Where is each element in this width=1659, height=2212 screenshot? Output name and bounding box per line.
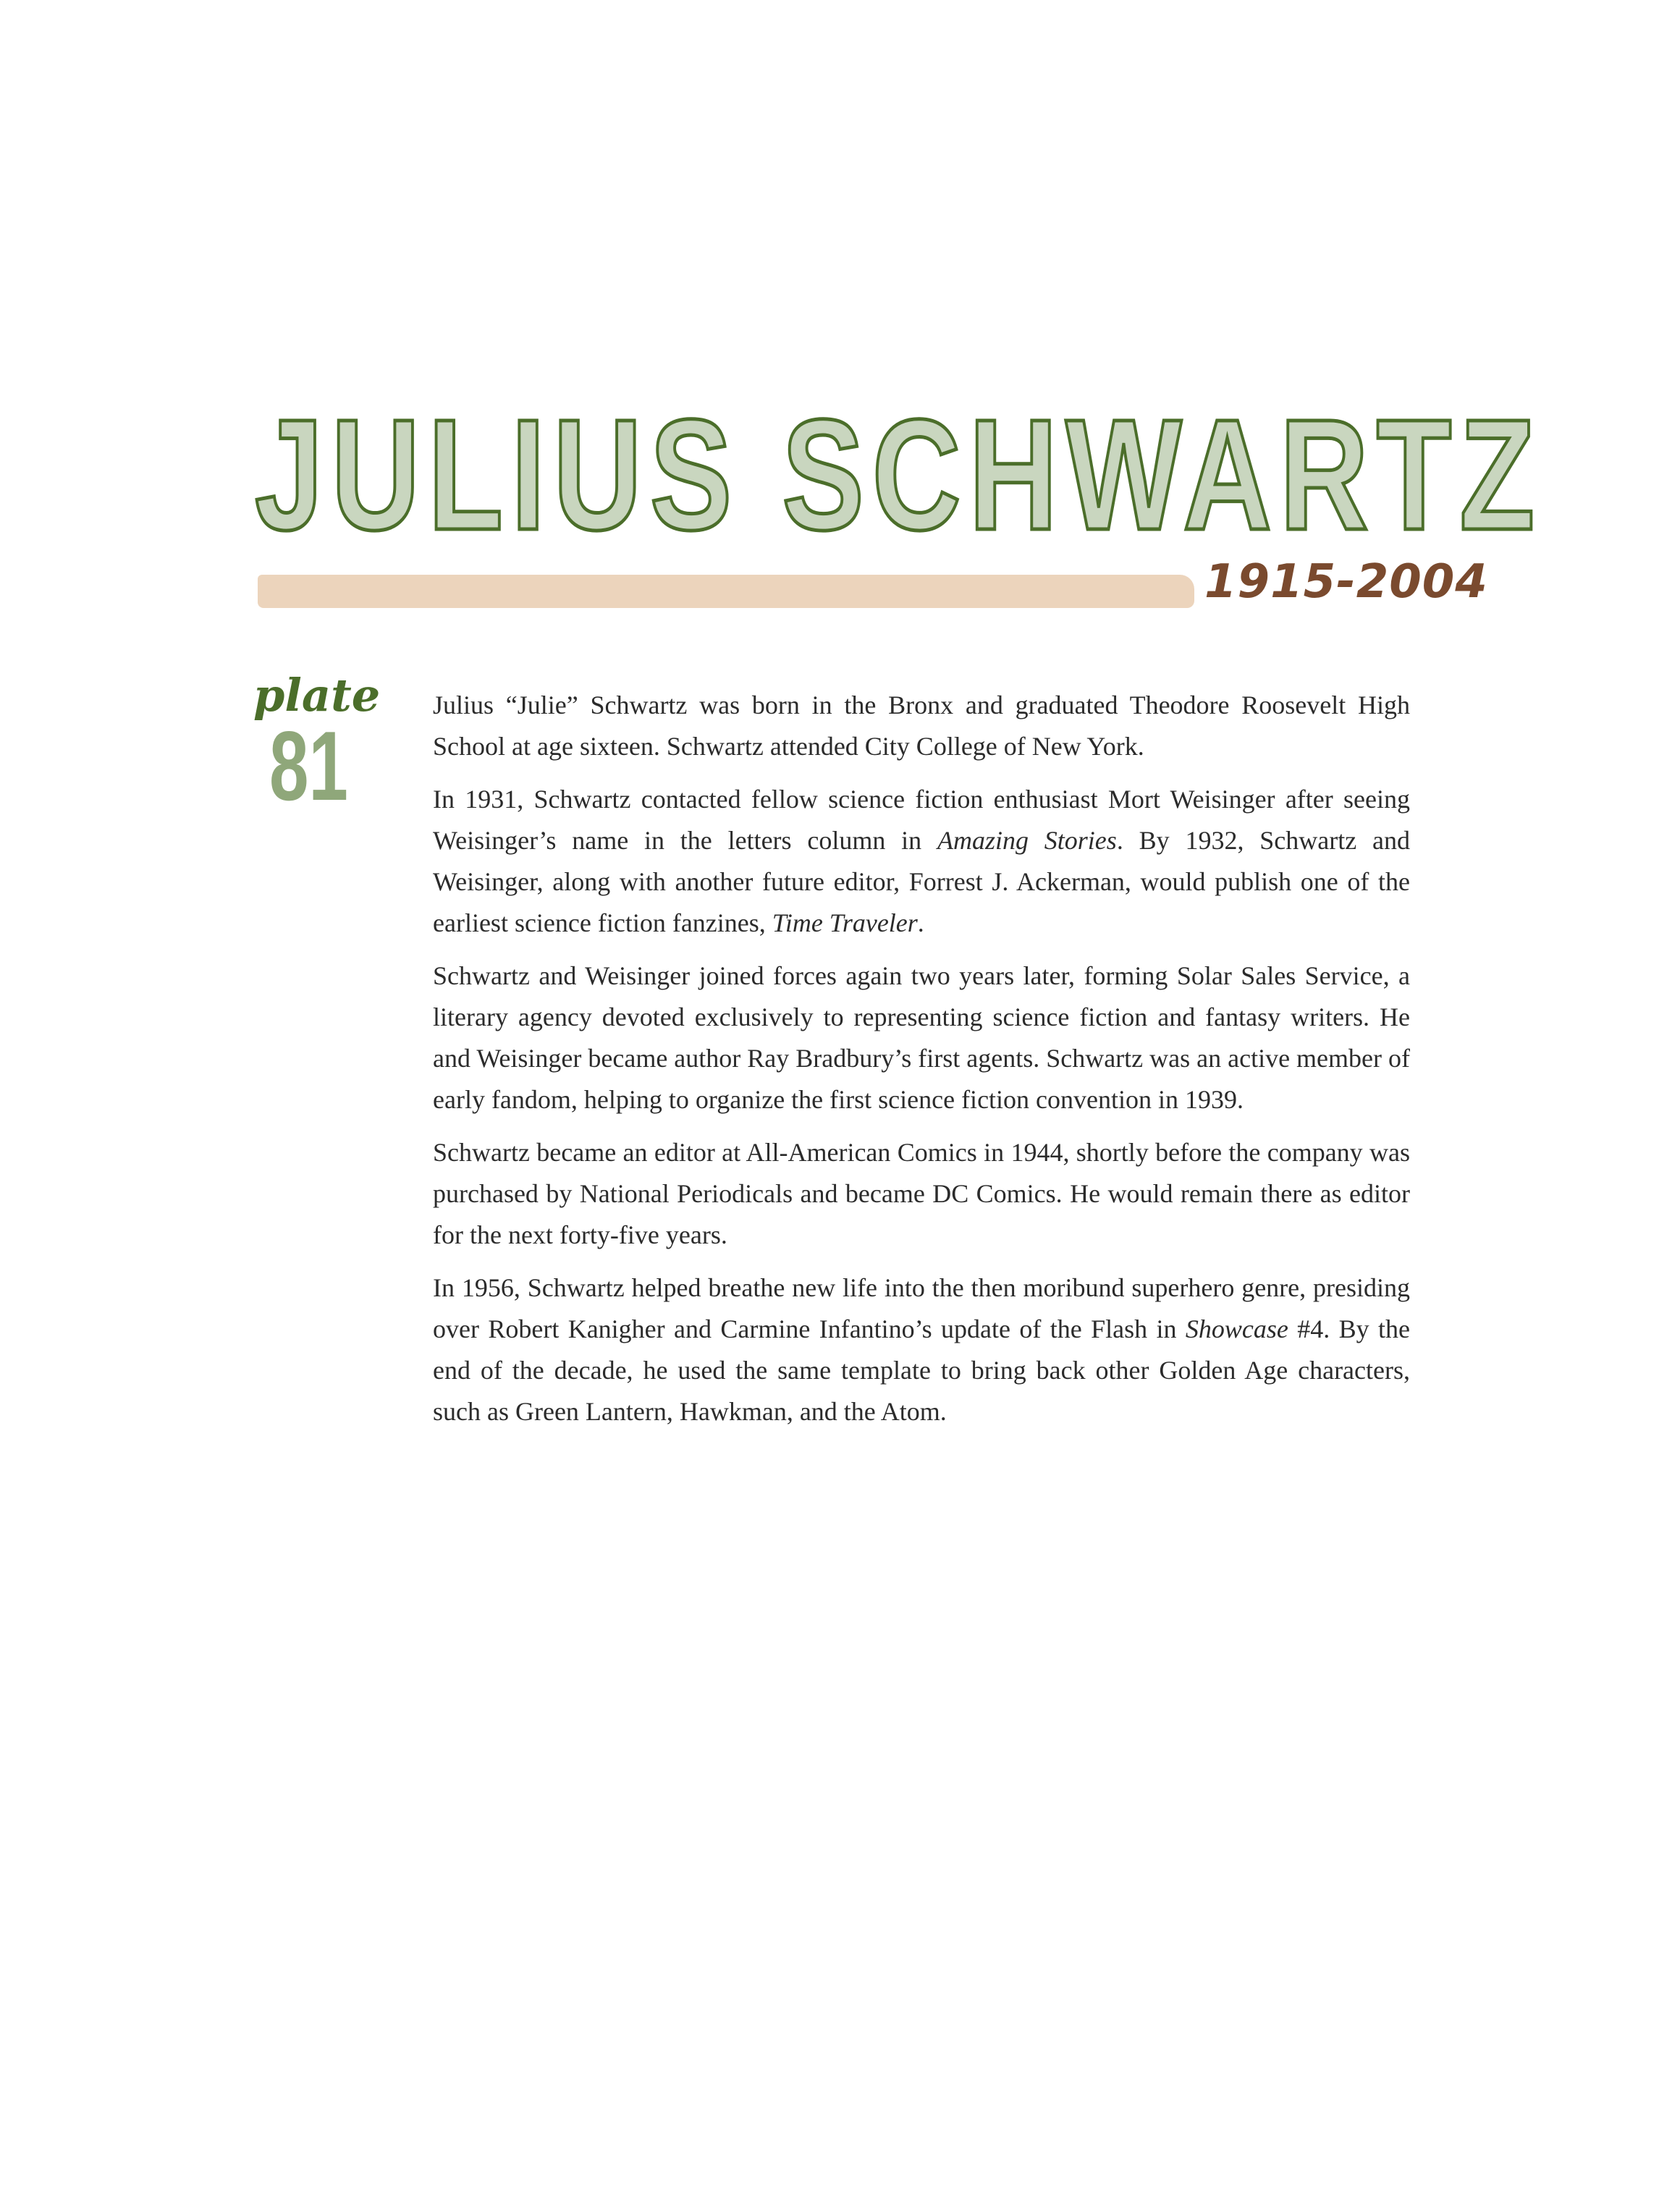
italic-title-text: Amazing Stories	[937, 826, 1117, 855]
plate-number: 81	[269, 711, 348, 821]
paragraph-text: In 1931, Schwartz contacted fellow science fiction enthusiast Mort Weisinger after seeing Weisinger’s name in the letters column in	[433, 785, 1410, 855]
italic-title-text: Time Traveler	[772, 908, 918, 937]
paragraph-text: .	[917, 908, 924, 937]
paragraph	[433, 685, 1410, 767]
paragraph-text: . By 1932, Schwartz and Weisinger, along with another future editor, Forrest J. Ackerman, would publish one of the earliest science fiction fanzines,	[433, 826, 1410, 937]
paragraph	[433, 1132, 1410, 1256]
title-underline-bar	[258, 575, 1194, 608]
paragraph-text: In 1956, Schwartz helped breathe new life into the then moribund superhero genre, presiding over Robert Kanigher and Carmine Infantino’s update of the Flash in	[433, 1273, 1410, 1343]
paragraph	[433, 1267, 1410, 1432]
paragraph-text: Julius “Julie” Schwartz was born in the Bronx and graduated Theodore Roosevelt High School at age sixteen. Schwartz attended City College of New York.	[433, 691, 1410, 761]
paragraph-text: Schwartz and Weisinger joined forces again two years later, forming Solar Sales Service, a literary agency devoted exclusively to representing science fiction and fantasy writers. He and Weisinger became author Ray Bradbury’s first agents. Schwartz was an active member of early fandom, helping to organize the first science fiction convention in 1939.	[433, 961, 1410, 1114]
italic-title-text: Showcase	[1185, 1314, 1288, 1343]
page-title: JULIUS SCHWARTZ	[255, 387, 1543, 563]
life-dates: 1915-2004	[1204, 555, 1488, 609]
paragraph	[433, 955, 1410, 1120]
paragraph	[433, 779, 1410, 944]
paragraph-text: Schwartz became an editor at All-American Comics in 1944, shortly before the company was purchased by National Periodicals and became DC Comics. He would remain there as editor for the next forty-five years.	[433, 1138, 1410, 1249]
biography-text	[433, 685, 1410, 1444]
paragraph-text: #4. By the end of the decade, he used the same template to bring back other Golden Age characters, such as Green Lantern, Hawkman, and the Atom.	[433, 1314, 1410, 1426]
plate-label: plate	[253, 669, 381, 722]
